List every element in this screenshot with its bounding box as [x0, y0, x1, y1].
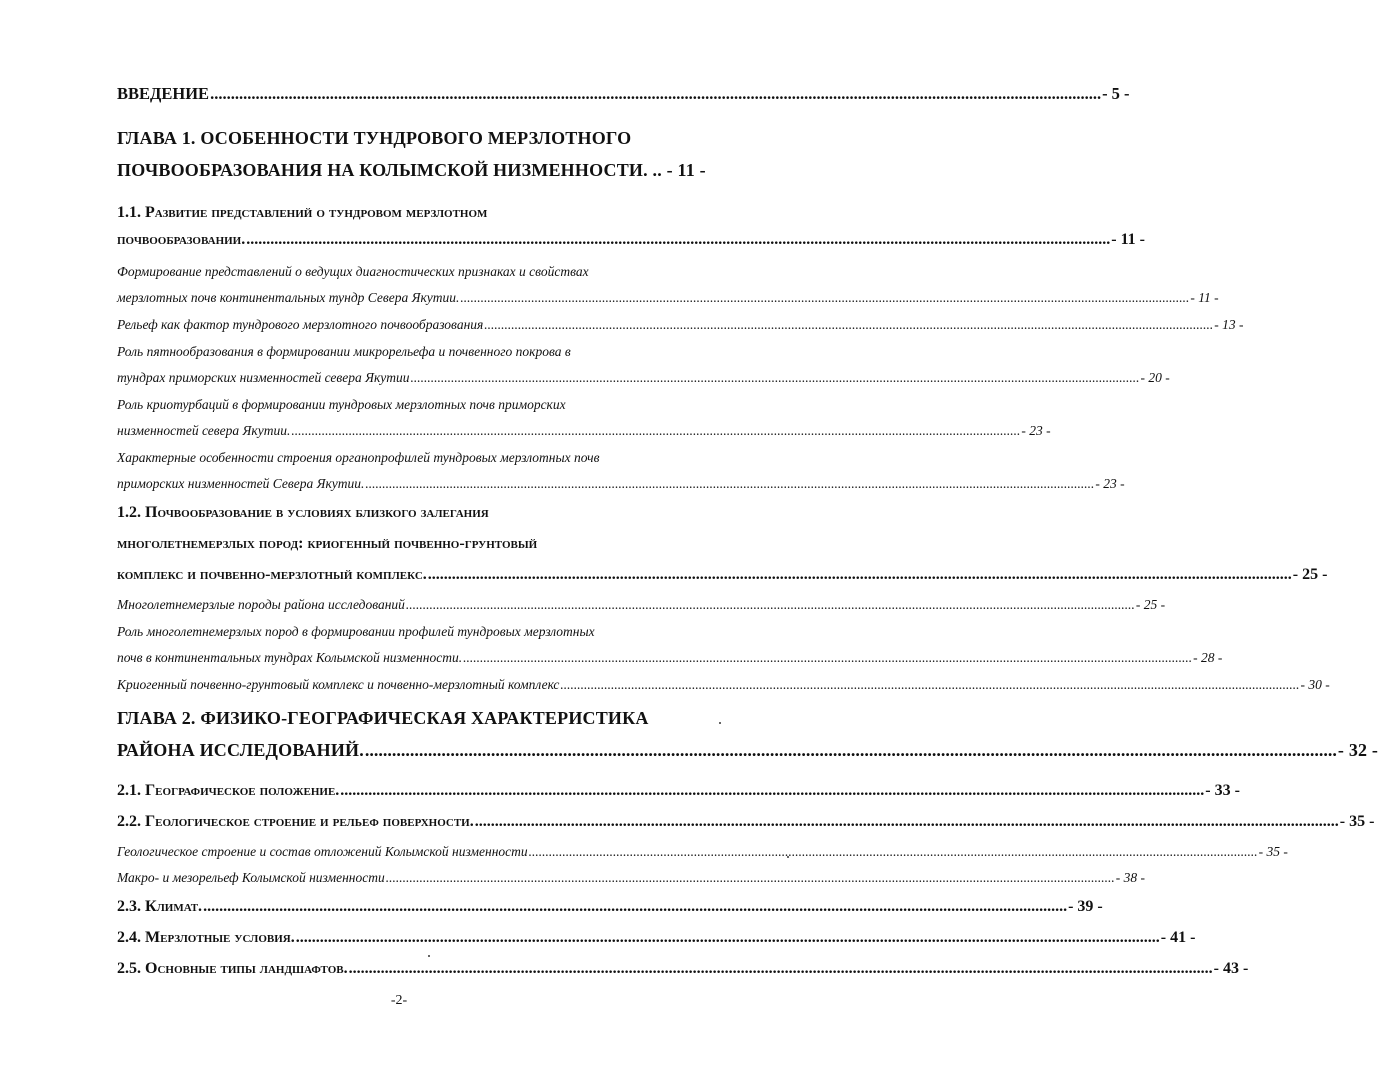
toc-title: ПОЧВООБРАЗОВАНИЯ НА КОЛЫМСКОЙ НИЗМЕННОСТИ. — [117, 160, 648, 180]
toc-title: Многолетнемерзлые породы района исследований — [117, 597, 405, 612]
toc-leader — [463, 650, 1192, 666]
toc-section-2-4 — [117, 929, 1196, 947]
toc-page: - 35 - — [1339, 813, 1375, 830]
toc-leader — [365, 476, 1094, 492]
toc-section-2-2 — [117, 813, 1375, 831]
toc-leader — [406, 597, 1135, 613]
toc-title: Криогенный почвенно-грунтовый комплекс и почвенно-мерзлотный комплекс — [117, 677, 560, 692]
toc-sub-1-1-c-line2 — [117, 370, 1170, 386]
toc-leader — [365, 740, 1337, 761]
toc-title: приморских низменностей Севера Якутии. — [117, 476, 365, 491]
toc-leader — [291, 423, 1020, 439]
toc-page: - 30 - — [1300, 677, 1330, 692]
toc-sub-1-2-b-line1: Роль многолетнемерзлых пород в формировании профилей тундровых мерзлотных — [117, 624, 595, 639]
scan-speck — [719, 722, 721, 724]
toc-title: 2.2. Геологическое строение и рельеф поверхности. — [117, 813, 474, 830]
toc-sub-1-1-a-line1: Формирование представлений о ведущих диагностических признаках и свойствах — [117, 264, 589, 279]
toc-page: - 35 - — [1258, 844, 1288, 859]
toc-leader — [296, 929, 1160, 947]
toc-sub-1-1-b — [117, 317, 1244, 333]
toc-leader — [460, 290, 1189, 306]
toc-title: 2.3. Климат. — [117, 898, 203, 915]
toc-page: - 11 - — [1190, 290, 1219, 305]
toc-chapter2-line1: ГЛАВА 2. ФИЗИКО-ГЕОГРАФИЧЕСКАЯ ХАРАКТЕРИСТИКА — [117, 708, 649, 728]
toc-page: - 23 - — [1095, 476, 1125, 491]
toc-section-2-3 — [117, 898, 1103, 916]
toc-sub-1-1-d-line2 — [117, 423, 1051, 439]
toc-sub-1-2-c — [117, 677, 1330, 693]
toc-section-1-1-line1: 1.1. Развитие представлений о тундровом мерзлотном — [117, 204, 488, 221]
toc-section-1-2-line2: многолетнемерзлых пород: криогенный почвенно-грунтовый — [117, 535, 538, 552]
toc-section-2-1 — [117, 782, 1240, 800]
page-number: -2- — [390, 993, 408, 1008]
toc-title: 2.1. Географическое положение. — [117, 782, 340, 799]
toc-page: - 32 - — [1337, 740, 1378, 760]
toc-section-1-1-line2 — [117, 231, 1146, 249]
toc-page: - 25 - — [1292, 566, 1328, 583]
toc-leader — [210, 84, 1101, 104]
toc-page: - 20 - — [1140, 370, 1170, 385]
toc-sub-1-1-e-line1: Характерные особенности строения органопрофилей тундровых мерзлотных почв — [117, 450, 600, 465]
toc-leader — [246, 231, 1110, 249]
toc-sub-1-1-a-line2 — [117, 290, 1219, 306]
toc-leader — [411, 370, 1140, 386]
toc-page: - 38 - — [1115, 870, 1145, 885]
toc-title: Рельеф как фактор тундрового мерзлотного почвообразования — [117, 317, 484, 332]
toc-leader — [349, 960, 1213, 978]
toc-title: почв в континентальных тундрах Колымской низменности. — [117, 650, 463, 665]
toc-page: - 43 - — [1213, 960, 1249, 977]
toc-leader: ..... ... — [560, 677, 1299, 693]
toc-leader — [428, 566, 1292, 584]
toc-page: - 41 - — [1160, 929, 1196, 946]
toc-leader — [484, 317, 1213, 333]
toc-chapter1-line1: ГЛАВА 1. ОСОБЕННОСТИ ТУНДРОВОГО МЕРЗЛОТНОГО — [117, 128, 632, 148]
toc-sub-1-1-c-line1: Роль пятнообразования в формировании микрорельефа и почвенного покрова в — [117, 344, 571, 359]
toc-chapter2-line2 — [117, 740, 1378, 761]
toc-sub-1-1-d-line1: Роль криотурбаций в формировании тундровых мерзлотных почв приморских — [117, 397, 566, 412]
toc-page: - 23 - — [1021, 423, 1051, 438]
toc-page: - 39 - — [1068, 898, 1103, 915]
toc-sub-1-1-e-line2 — [117, 476, 1125, 492]
toc-title: Макро- и мезорельеф Колымской низменности — [117, 870, 385, 885]
toc-sub-2-2-a — [117, 844, 1288, 860]
toc-title: Геологическое строение и состав отложений Колымской низменности — [117, 844, 528, 859]
toc-leader — [203, 898, 1067, 916]
toc-title: комплекс и почвенно-мерзлотный комплекс. — [117, 566, 427, 583]
toc-sub-1-2-a — [117, 597, 1166, 613]
toc-page: - 25 - — [1135, 597, 1166, 612]
scan-speck — [787, 856, 789, 858]
toc-sub-2-2-b — [117, 870, 1145, 886]
toc-title: ВВЕДЕНИЕ — [117, 84, 210, 103]
toc-title: РАЙОНА ИССЛЕДОВАНИЙ. — [117, 740, 364, 760]
toc-sub-1-2-b-line2 — [117, 650, 1223, 666]
toc-title: 2.5. Основные типы ландшафтов. — [117, 960, 348, 977]
toc-section-2-5 — [117, 960, 1249, 978]
toc-leader — [386, 870, 1115, 886]
toc-chapter1-line2 — [117, 160, 723, 181]
toc-leader — [475, 813, 1339, 831]
toc-page: - 11 - — [666, 160, 706, 180]
toc-title: мерзлотных почв континентальных тундр Севера Якутии. — [117, 290, 460, 305]
toc-page: - 33 - — [1205, 782, 1240, 799]
toc-leader: .. — [652, 160, 662, 180]
toc-leader — [529, 844, 1258, 860]
toc-title: низменностей севера Якутии. — [117, 423, 291, 438]
toc-leader — [340, 782, 1204, 800]
toc-section-1-2-line3 — [117, 566, 1328, 584]
toc-page: - 13 - — [1214, 317, 1244, 332]
toc-page: - 28 - — [1193, 650, 1223, 665]
scan-speck — [428, 955, 430, 957]
toc-title: тундрах приморских низменностей севера Якутии — [117, 370, 410, 385]
toc-page: - 5 - — [1102, 84, 1130, 103]
toc-title: 2.4. Мерзлотные условия. — [117, 929, 295, 946]
toc-entry-introduction — [117, 84, 1130, 104]
toc-title: почвообразовании. — [117, 231, 246, 248]
toc-page: - 11 - — [1111, 231, 1146, 248]
toc-section-1-2-line1: 1.2. Почвообразование в условиях близкого залегания — [117, 504, 489, 521]
